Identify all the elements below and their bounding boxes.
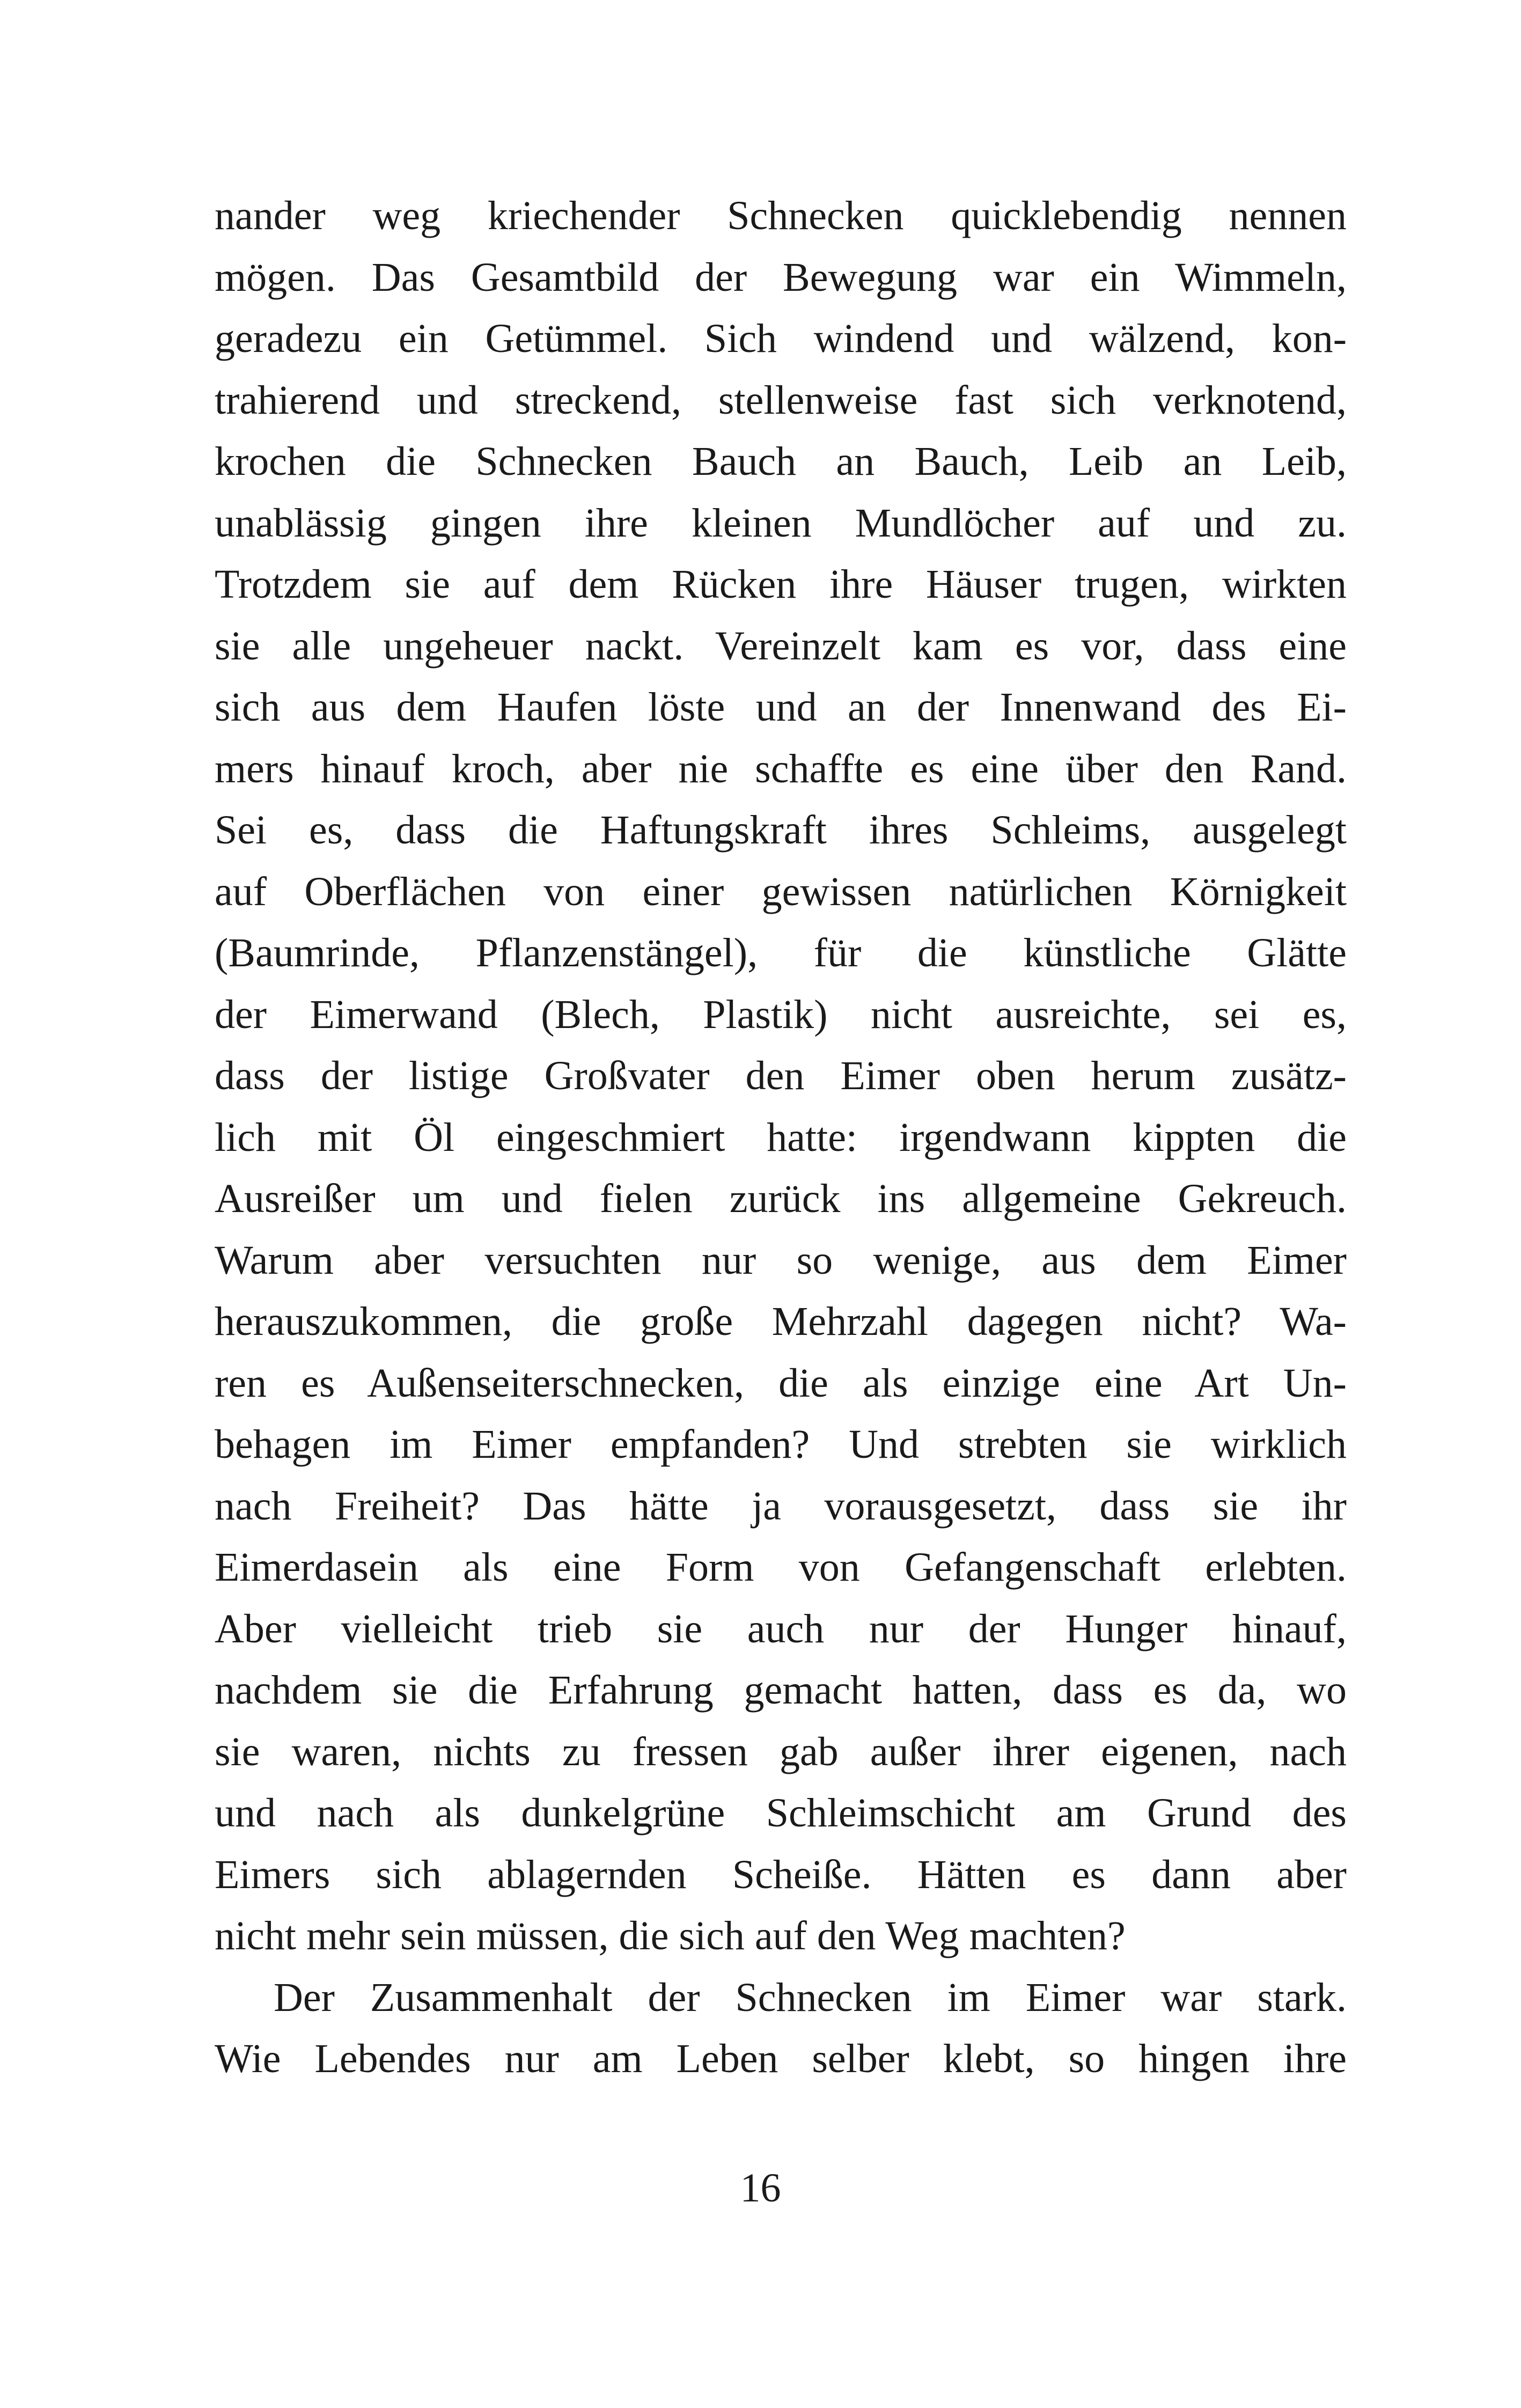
text-line: nicht mehr sein müssen, die sich auf den Weg machten?	[215, 1913, 1126, 1958]
text-line: herauszukommen, die große Mehrzahl dagegen nicht? Wa-	[215, 1299, 1347, 1344]
text-line: sie alle ungeheuer nackt. Vereinzelt kam es vor, dass eine	[215, 623, 1347, 669]
text-line: Warum aber versuchten nur so wenige, aus dem Eimer	[215, 1237, 1347, 1283]
text-line: nander weg kriechender Schnecken quicklebendig nennen	[215, 193, 1347, 238]
text-line: sie waren, nichts zu fressen gab außer ihrer eigenen, nach	[215, 1729, 1347, 1774]
text-line: Trotzdem sie auf dem Rücken ihre Häuser trugen, wirkten	[215, 562, 1347, 607]
text-line: behagen im Eimer empfanden? Und strebten sie wirklich	[215, 1422, 1347, 1467]
text-line: ren es Außenseiterschnecken, die als einzige eine Art Un-	[215, 1360, 1347, 1406]
text-line: und nach als dunkelgrüne Schleimschicht am Grund des	[215, 1790, 1347, 1836]
text-line: nachdem sie die Erfahrung gemacht hatten, dass es da, wo	[215, 1668, 1347, 1713]
page-number: 16	[740, 2165, 781, 2211]
text-line: der Eimerwand (Blech, Plastik) nicht ausreichte, sei es,	[215, 992, 1347, 1037]
text-line: dass der listige Großvater den Eimer oben herum zusätz-	[215, 1053, 1347, 1098]
text-line: trahierend und streckend, stellenweise fast sich verknotend,	[215, 377, 1347, 423]
text-line: Eimerdasein als eine Form von Gefangenschaft erlebten.	[215, 1545, 1347, 1590]
text-line: Ausreißer um und fielen zurück ins allgemeine Gekreuch.	[215, 1176, 1347, 1221]
body-text	[215, 185, 1347, 2090]
text-line: Eimers sich ablagernden Scheiße. Hätten es dann aber	[215, 1852, 1347, 1897]
text-line: sich aus dem Haufen löste und an der Innenwand des Ei-	[215, 685, 1347, 730]
text-line: unablässig gingen ihre kleinen Mundlöcher auf und zu.	[215, 500, 1347, 546]
text-line: krochen die Schnecken Bauch an Bauch, Leib an Leib,	[215, 439, 1347, 484]
paragraph-first-line: Der Zusammenhalt der Schnecken im Eimer war stark.	[274, 1974, 1347, 2020]
text-line: auf Oberflächen von einer gewissen natürlichen Körnigkeit	[215, 869, 1347, 914]
text-line: Sei es, dass die Haftungskraft ihres Schleims, ausgelegt	[215, 807, 1347, 853]
text-line: mers hinauf kroch, aber nie schaffte es eine über den Rand.	[215, 746, 1347, 791]
text-line: Wie Lebendes nur am Leben selber klebt, so hingen ihre	[215, 2036, 1347, 2081]
text-line: (Baumrinde, Pflanzenstängel), für die künstliche Glätte	[215, 930, 1347, 975]
text-line: lich mit Öl eingeschmiert hatte: irgendwann kippten die	[215, 1114, 1347, 1160]
text-line: nach Freiheit? Das hätte ja vorausgesetzt, dass sie ihr	[215, 1483, 1347, 1529]
text-line: geradezu ein Getümmel. Sich windend und wälzend, kon-	[215, 316, 1347, 361]
text-line: Aber vielleicht trieb sie auch nur der Hunger hinauf,	[215, 1606, 1347, 1651]
text-line: mögen. Das Gesamtbild der Bewegung war ein Wimmeln,	[215, 254, 1347, 300]
